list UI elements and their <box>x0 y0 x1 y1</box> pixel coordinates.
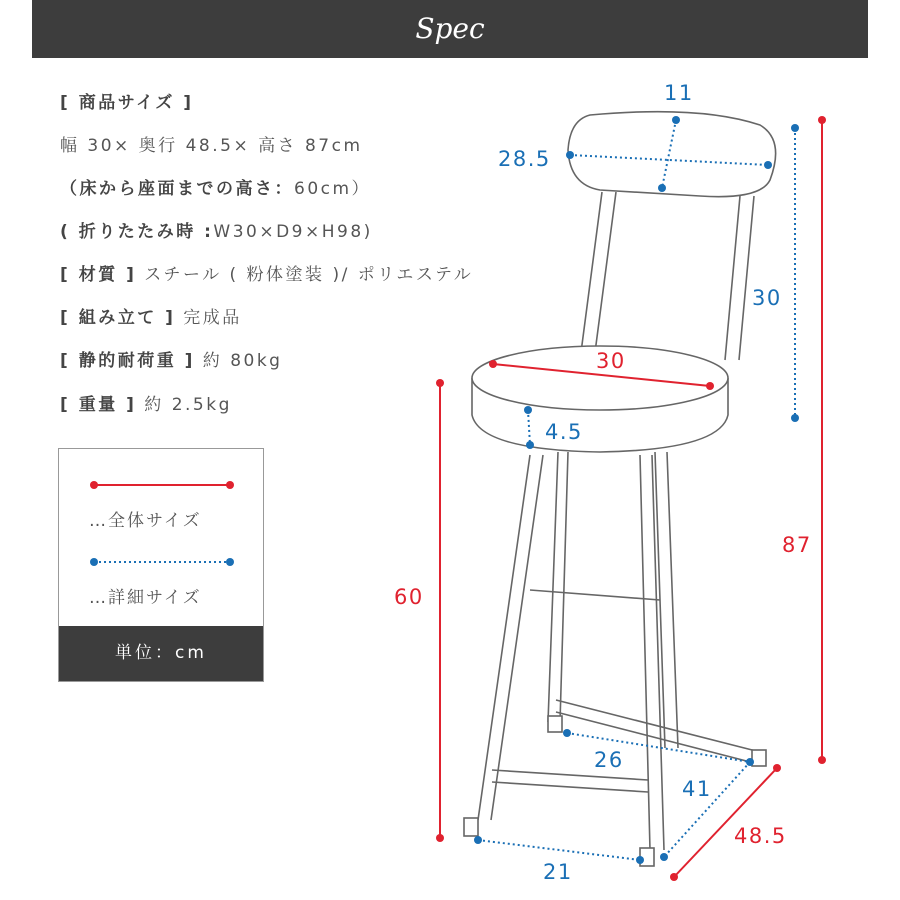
spec-line-size: 幅 30× 奥行 48.5× 高さ 87cm <box>60 136 363 156</box>
label-back-height: 30 <box>752 286 782 310</box>
label-seat-height: 60 <box>394 585 424 609</box>
label-total-height: 87 <box>782 533 812 557</box>
spec-line-folded: ( 折りたたみ時 :W30×D9×H98) <box>60 222 373 242</box>
dim-line-base-front-width <box>478 840 640 860</box>
spec-line-material: [ 材質 ] スチール ( 粉体塗装 )/ ポリエステル <box>60 265 474 285</box>
spec-line-weight: [ 重量 ] 約 2.5kg <box>60 395 232 415</box>
unit-label: 単位：cm <box>59 626 263 681</box>
spec-line-seat-height: （床から座面までの高さ：60cm） <box>60 179 372 199</box>
spec-line-load: [ 静的耐荷重 ] 約 80kg <box>60 351 283 371</box>
header-title: Spec <box>415 12 485 45</box>
legend-detail-label: …詳細サイズ <box>89 588 202 608</box>
spec-line-size-heading: [ 商品サイズ ] <box>60 93 194 113</box>
label-total-depth: 48.5 <box>734 824 787 848</box>
label-seat-diameter: 30 <box>596 349 626 373</box>
label-seat-thickness: 4.5 <box>545 420 583 444</box>
detail-dimension-dots <box>474 116 799 864</box>
legend-overall-label: …全体サイズ <box>89 511 202 531</box>
label-base-front-width: 21 <box>543 860 573 884</box>
label-base-back-width: 26 <box>594 748 624 772</box>
label-back-depth: 11 <box>664 81 694 105</box>
label-back-width: 28.5 <box>498 147 551 171</box>
label-base-depth: 41 <box>682 777 712 801</box>
overall-dimension-dots <box>436 116 826 881</box>
spec-line-assembly: [ 組み立て ] 完成品 <box>60 308 242 328</box>
